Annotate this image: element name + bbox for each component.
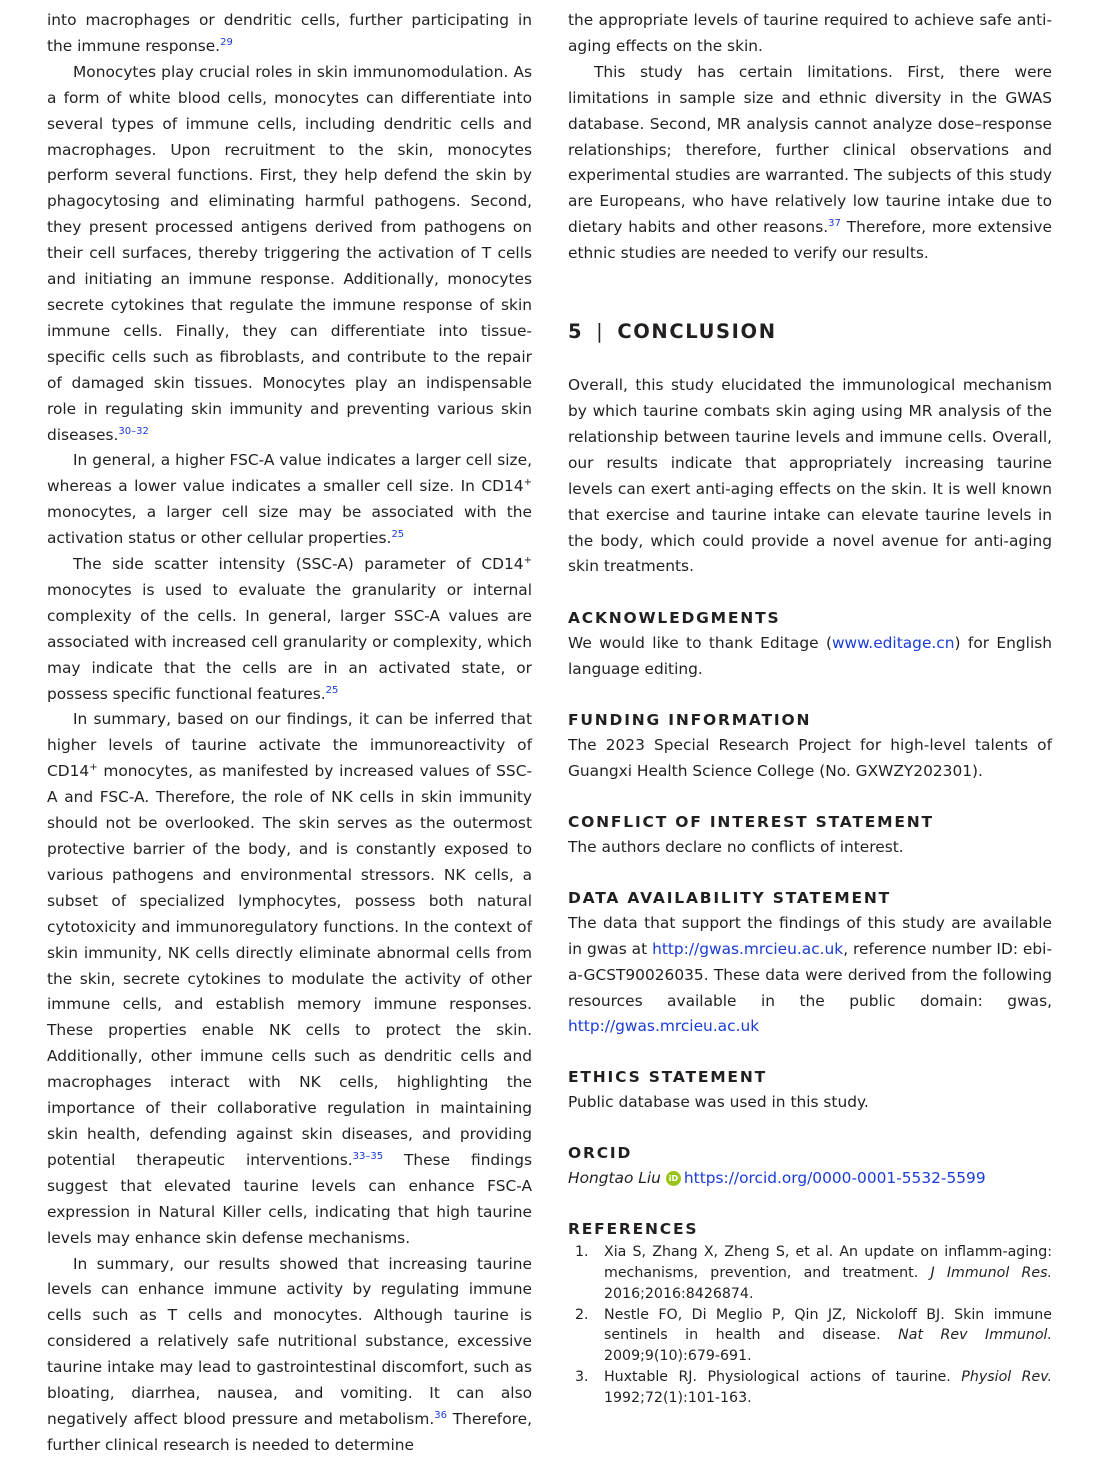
paragraph: In general, a higher FSC-A value indicates a larger cell size, whereas a lower value indicates a smaller cell size. In CD14+ monocytes, a larger cell size may be associated with the activation status or other cellular properties.$^{25}$ [47,451,532,548]
citation[interactable]: 25 [391,529,405,541]
paragraph: The 2023 Special Research Project for high-level talents of Guangxi Health Science College (No. GXWZY202301). [568,736,1052,781]
editage-link[interactable]: www.editage.cn [831,634,955,653]
paragraph [568,1166,1052,1192]
acknowledgments-heading: ACKNOWLEDGMENTS [568,609,781,628]
left-column [47,8,532,1459]
reference-item: 2. Nestle FO, Di Meglio P, Qin JZ, Nickoloff BJ. Skin immune sentinels in health and disease. Nat Rev Immunol. 2009;9(10):679-691. [575,1306,1052,1365]
reference-item: 3. Huxtable RJ. Physiological actions of taurine. Physiol Rev. 1992;72(1):101-163. [575,1368,1052,1406]
right-column [568,8,1052,1409]
ethics-heading: ETHICS STATEMENT [568,1068,767,1087]
paragraph: Public database was used in this study. [568,1093,869,1112]
funding-heading: FUNDING INFORMATION [568,711,812,730]
paragraph: In summary, our results showed that increasing taurine levels can enhance immune activity by regulating immune cells such as T cells and monocytes. Although taurine is considered a relatively safe nutritional substance, excessive taurine intake may lead to gastrointestinal discomfort, such as bloating, diarrhea, nausea, and vomiting. It can also negatively affect blood pressure and metabolism.$^{36}$ Therefore, further clinical research is needed to determine [47,1254,532,1454]
orcid-section [568,1140,1052,1192]
gwas-link[interactable]: http://gwas.mrcieu.ac.uk [652,939,844,958]
citation[interactable]: 25 [325,684,339,696]
orcid-icon: iD [666,1171,681,1186]
paragraph: into macrophages or dendritic cells, further participating in the immune response.$^{29}$ [47,11,532,55]
references-heading: REFERENCES [568,1220,699,1239]
acknowledgments-section [568,605,1052,683]
ethics-section [568,1064,1052,1116]
citation[interactable]: 33–35 [352,1150,384,1162]
reference-list [568,1242,1052,1408]
citation[interactable]: 37 [828,218,841,230]
conclusion-paragraph: Overall, this study elucidated the immunological mechanism by which taurine combats skin aging using MR analysis of the relationship between taurine levels and immune cells. Overall, our results indicate that appropriately increasing taurine levels can exert anti-aging effects on the skin. It is well known that exercise and taurine intake can elevate taurine levels in the body, which could provide a novel avenue for anti-aging skin treatments. [568,376,1052,576]
superscript: + [523,477,532,489]
paragraph: the appropriate levels of taurine required to achieve safe anti-aging effects on the skin. [568,11,1052,55]
references-section [568,1216,1052,1408]
gwas-link[interactable]: http://gwas.mrcieu.ac.uk [568,1017,760,1036]
author-name: Hongtao Liu [568,1169,661,1188]
paragraph: The side scatter intensity (SSC-A) parameter of CD14+ monocytes is used to evaluate the granularity or internal complexity of the cells. In general, larger SSC-A values are associated with increased cell granularity or complexity, which may indicate that the cells are in an activated state, or possess specific functional features.$^{25}$ [47,555,532,703]
citation[interactable]: 30–32 [118,425,149,437]
citation[interactable]: 29 [220,36,233,48]
paragraph: We would like to thank Editage (www.editage.cn) for English language editing. [568,634,1052,679]
data-availability-heading: DATA AVAILABILITY STATEMENT [568,888,892,907]
funding-section [568,707,1052,785]
section-heading: 5 | CONCLUSION [568,320,777,344]
citation[interactable]: 36 [434,1409,447,1421]
data-availability-section [568,885,1052,1041]
paragraph: The data that support the findings of this study are available in gwas at http://gwas.mrcieu.ac.uk, reference number ID: ebi-a-GCST90026035. These data were derived from the following resources available in the public domain: gwas, http://gwas.mrcieu.ac.uk [568,913,1052,1036]
paragraph: In summary, based on our findings, it can be inferred that higher levels of taurine activate the immunoreactivity of CD14+ monocytes, as manifested by increased values of SSC-A and FSC-A. Therefore, the role of NK cells in skin immunity should not be overlooked. The skin serves as the outermost protective barrier of the body, and is constantly exposed to various pathogens and environmental stressors. NK cells, a subset of specialized lymphocytes, possess both natural cytotoxicity and immunoregulatory functions. In the context of skin immunity, NK cells directly eliminate abnormal cells from the skin, secrete cytokines to modulate the activity of other immune cells, and establish memory immune responses. These properties enable NK cells to protect the skin. Additionally, other immune cells such as dendritic cells and macrophages interact with NK cells, highlighting the importance of their collaborative regulation in maintaining skin health, defending against skin diseases, and providing potential therapeutic interventions.$^{33-35}$ These findings suggest that elevated taurine levels can enhance FSC-A expression in Natural Killer cells, indicating that high taurine levels may enhance skin defense mechanisms. [47,710,532,1247]
conflict-heading: CONFLICT OF INTEREST STATEMENT [568,812,934,831]
superscript: + [89,762,98,774]
orcid-link[interactable]: https://orcid.org/0000-0001-5532-5599 [683,1169,986,1188]
orcid-heading: ORCID [568,1144,633,1163]
reference-item: 1. Xia S, Zhang X, Zheng S, et al. An update on inflamm-aging: mechanisms, prevention, and treatment. J Immunol Res. 2016;2016:8426874. [575,1244,1052,1302]
conflict-section [568,809,1052,861]
paragraph: The authors declare no conflicts of interest. [568,837,904,856]
superscript: + [523,555,532,567]
paragraph: This study has certain limitations. First, there were limitations in sample size and ethnic diversity in the GWAS database. Second, MR analysis cannot analyze dose–response relationships; therefore, further clinical observations and experimental studies are warranted. The subjects of this study are Europeans, who have relatively low taurine intake due to dietary habits and other reasons.$^{37}$ Therefore, more extensive ethnic studies are needed to verify our results. [568,62,1053,263]
paragraph: Monocytes play crucial roles in skin immunomodulation. As a form of white blood cells, monocytes can differentiate into several types of immune cells, including dendritic cells and macrophages. Upon recruitment to the skin, monocytes perform several functions. First, they help defend the skin by phagocytosing and eliminating harmful pathogens. Second, they present processed antigens derived from pathogens on their cell surfaces, thereby triggering the activation of T cells and initiating an immune response. Additionally, monocytes secrete cytokines that regulate the immune response of skin immune cells. Finally, they can differentiate into tissue-specific cells such as fibroblasts, and contribute to the repair of damaged skin tissues. Monocytes play an indispensable role in regulating skin immunity and preventing various skin diseases.$^{30-32}$ [47,62,532,444]
